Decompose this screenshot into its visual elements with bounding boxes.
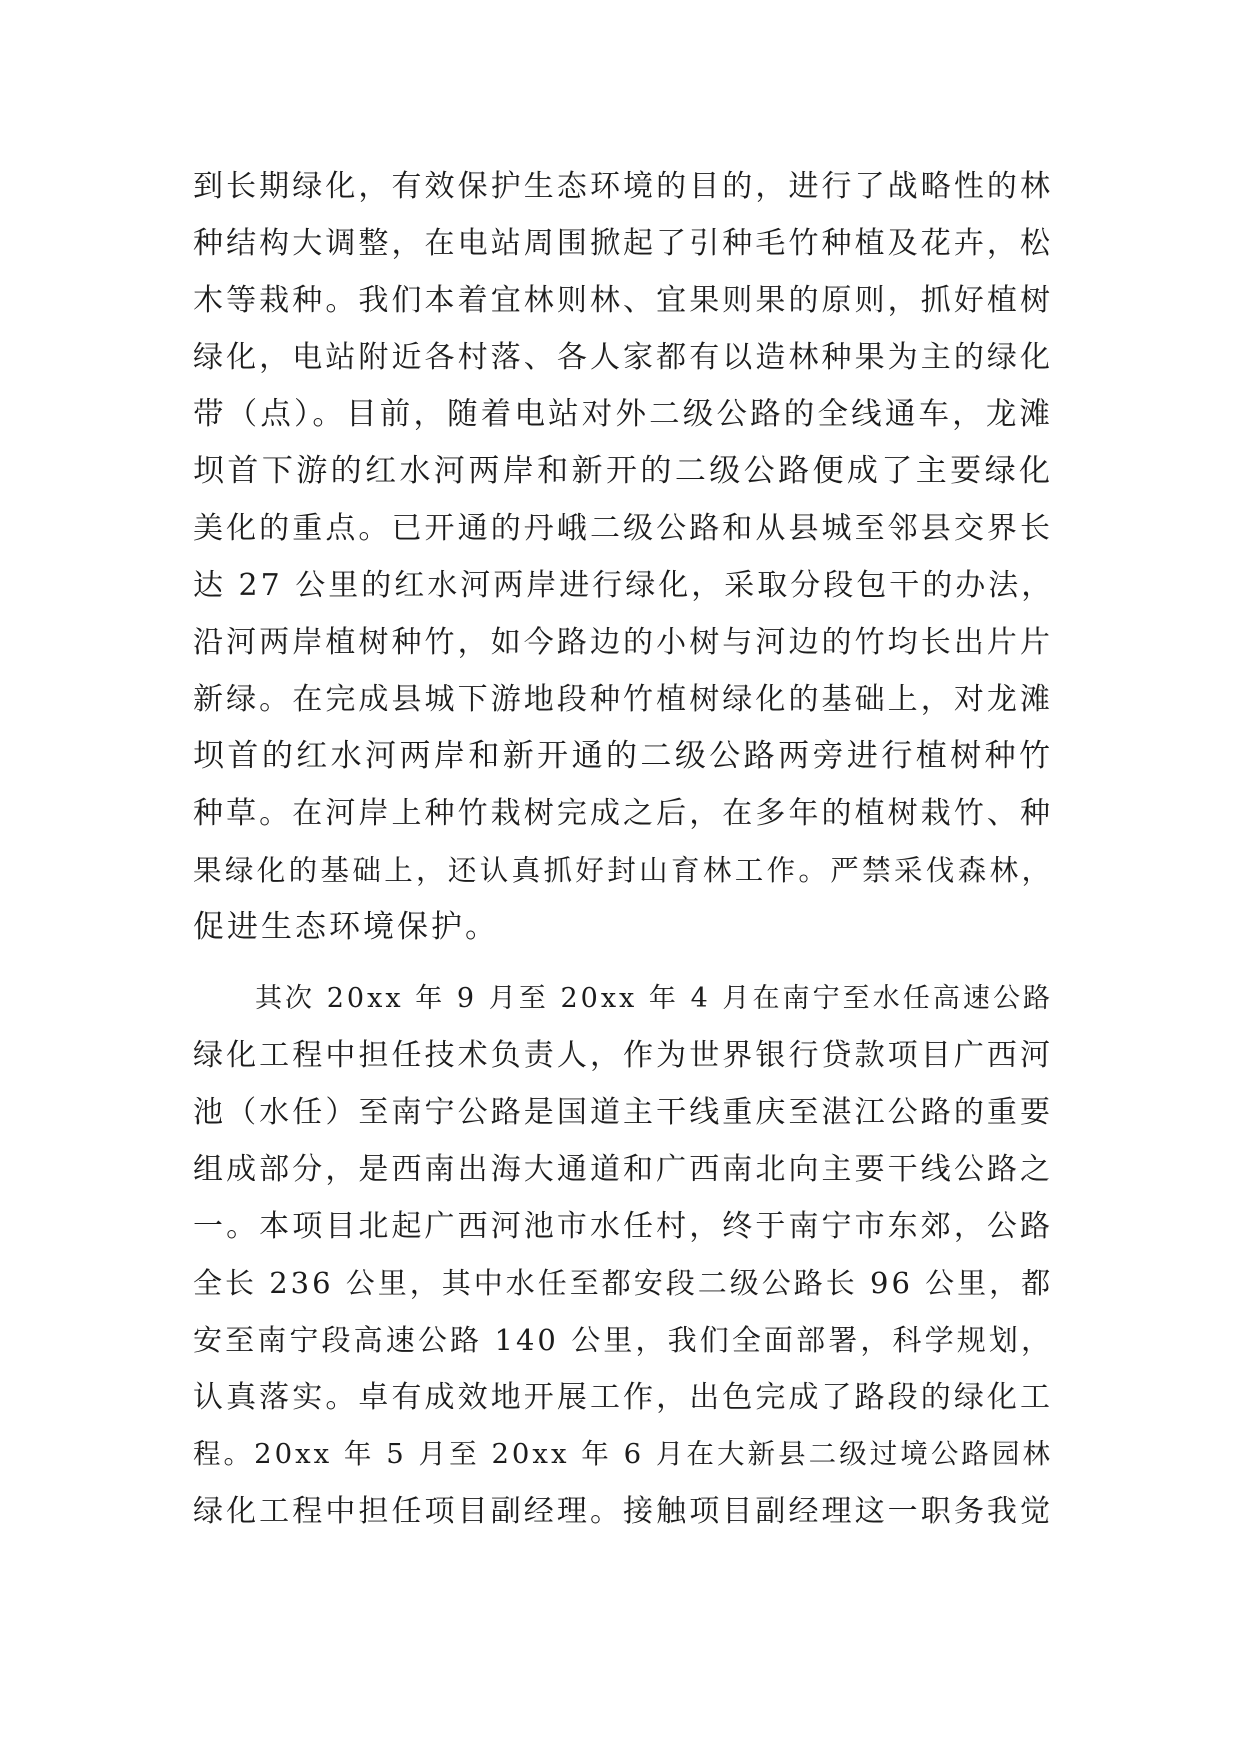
body-text xyxy=(193,158,1053,1540)
text-line: 认真落实。卓有成效地开展工作，出色完成了路段的绿化工 xyxy=(193,1380,1053,1415)
text-line: 新绿。在完成县城下游地段种竹植树绿化的基础上，对龙滩 xyxy=(193,682,1053,717)
text-line: 达 27 公里的红水河两岸进行绿化，采取分段包干的办法， xyxy=(193,568,1055,603)
text-line-indented: 其次 20xx 年 9 月至 20xx 年 4 月在南宁至水任高速公路 xyxy=(255,983,1053,1014)
text-line: 促进生态环境保护。 xyxy=(193,909,499,945)
text-line: 池（水任）至南宁公路是国道主干线重庆至湛江公路的重要 xyxy=(193,1095,1053,1130)
text-line: 绿化工程中担任项目副经理。接触项目副经理这一职务我觉 xyxy=(193,1494,1053,1529)
text-line: 一。本项目北起广西河池市水任村，终于南宁市东郊，公路 xyxy=(193,1209,1053,1244)
paragraph-gap xyxy=(193,956,1053,970)
text-line: 程。20xx 年 5 月至 20xx 年 6 月在大新县二级过境公路园林 xyxy=(193,1438,1053,1470)
text-line: 木等栽种。我们本着宜林则林、宜果则果的原则，抓好植树 xyxy=(193,283,1053,318)
text-line: 沿河两岸植树种竹，如今路边的小树与河边的竹均长出片片 xyxy=(193,625,1053,660)
text-line: 到长期绿化，有效保护生态环境的目的，进行了战略性的林 xyxy=(193,169,1053,204)
text-line: 坝首的红水河两岸和新开通的二级公路两旁进行植树种竹 xyxy=(193,738,1053,774)
text-line: 种结构大调整，在电站周围掀起了引种毛竹种植及花卉，松 xyxy=(193,226,1053,261)
text-line: 带（点）。目前，随着电站对外二级公路的全线通车，龙滩 xyxy=(193,397,1053,432)
text-line: 美化的重点。已开通的丹峨二级公路和从县城至邻县交界长 xyxy=(193,511,1053,546)
text-line: 果绿化的基础上，还认真抓好封山育林工作。严禁采伐森林， xyxy=(193,854,1053,887)
text-line: 绿化工程中担任技术负责人，作为世界银行贷款项目广西河 xyxy=(193,1038,1053,1073)
text-line: 全长 236 公里，其中水任至都安段二级公路长 96 公里，都 xyxy=(193,1266,1054,1300)
text-line: 安至南宁段高速公路 140 公里，我们全面部署，科学规划， xyxy=(193,1323,1053,1357)
text-line: 组成部分，是西南出海大通道和广西南北向主要干线公路之 xyxy=(193,1152,1053,1187)
text-line: 坝首下游的红水河两岸和新开的二级公路便成了主要绿化 xyxy=(193,453,1053,489)
text-line: 绿化，电站附近各村落、各人家都有以造林种果为主的绿化 xyxy=(193,340,1053,375)
text-line: 种草。在河岸上种竹栽树完成之后，在多年的植树栽竹、种 xyxy=(193,796,1053,831)
